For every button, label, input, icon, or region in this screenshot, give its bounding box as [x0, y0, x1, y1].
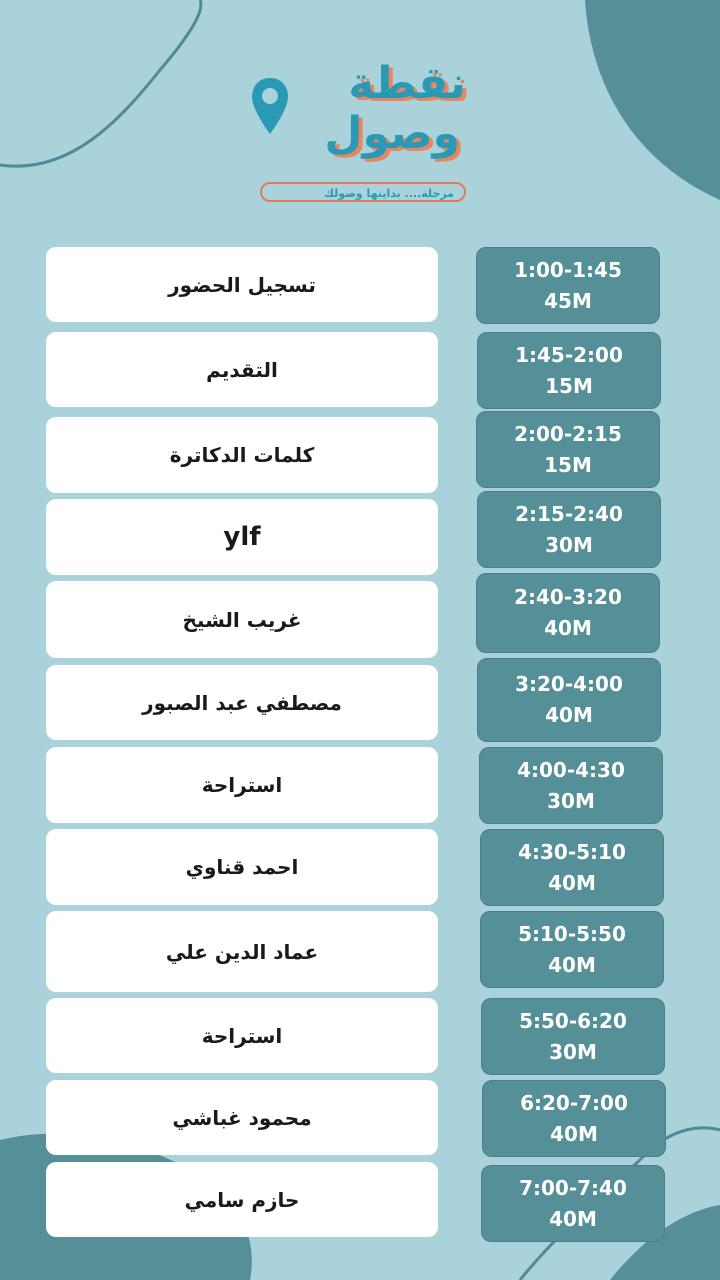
session-time-range: 1:45-2:00: [515, 342, 623, 367]
session-time-card: [476, 573, 660, 653]
session-time-range: 1:00-1:45: [514, 257, 622, 282]
session-name: مصطفي عبد الصبور: [46, 665, 438, 740]
session-name: كلمات الدكاترة: [46, 417, 438, 493]
event-logo: [248, 58, 472, 208]
session-name: غريب الشيخ: [46, 581, 438, 658]
session-time-card: [482, 1080, 666, 1157]
session-name: عماد الدين علي: [46, 911, 438, 992]
session-time-card: [479, 747, 663, 824]
session-duration: 40M: [548, 952, 596, 977]
session-name: استراحة: [46, 998, 438, 1073]
session-time-card: [481, 998, 665, 1075]
session-duration: 30M: [545, 532, 593, 557]
map-pin-icon: [250, 76, 290, 138]
session-time-card: [477, 332, 661, 409]
session-time-range: 2:15-2:40: [515, 501, 623, 526]
session-time-card: [480, 911, 664, 988]
session-time-card: [476, 411, 660, 488]
session-time-card: [476, 247, 660, 324]
session-name: حازم سامي: [46, 1162, 438, 1237]
session-time-range: 2:00-2:15: [514, 421, 622, 446]
logo-title-line-2: وصول: [324, 108, 460, 159]
session-duration: 15M: [544, 452, 592, 477]
session-time-card: [480, 829, 664, 906]
logo-title-line-1: نقطة: [348, 58, 466, 109]
session-duration: 15M: [545, 373, 593, 398]
session-time-range: 5:50-6:20: [519, 1008, 627, 1033]
session-time-range: 2:40-3:20: [514, 585, 622, 609]
session-time-range: 3:20-4:00: [515, 672, 623, 696]
session-time-card: [477, 658, 661, 742]
session-name: تسجيل الحضور: [46, 247, 438, 322]
session-name: احمد قناوي: [46, 829, 438, 905]
session-name: التقديم: [46, 332, 438, 407]
session-duration: 40M: [549, 1206, 597, 1231]
session-time-range: 6:20-7:00: [520, 1090, 628, 1115]
session-time-range: 4:30-5:10: [518, 839, 626, 864]
session-name: محمود غباشي: [46, 1080, 438, 1155]
session-time-range: 5:10-5:50: [518, 921, 626, 946]
session-duration: 40M: [550, 1121, 598, 1146]
logo-tagline: مرحلة.... بدايتها وصولك: [260, 182, 466, 202]
session-time-range: 4:00-4:30: [517, 757, 625, 782]
session-duration: 40M: [548, 870, 596, 895]
session-duration: 40M: [545, 703, 593, 727]
session-duration: 40M: [544, 616, 592, 640]
session-duration: 45M: [544, 288, 592, 313]
session-time-range: 7:00-7:40: [519, 1175, 627, 1200]
session-duration: 30M: [549, 1039, 597, 1064]
session-name: استراحة: [46, 747, 438, 823]
session-duration: 30M: [547, 788, 595, 813]
session-time-card: [481, 1165, 665, 1242]
session-name: ylf: [46, 499, 438, 575]
session-time-card: [477, 491, 661, 568]
